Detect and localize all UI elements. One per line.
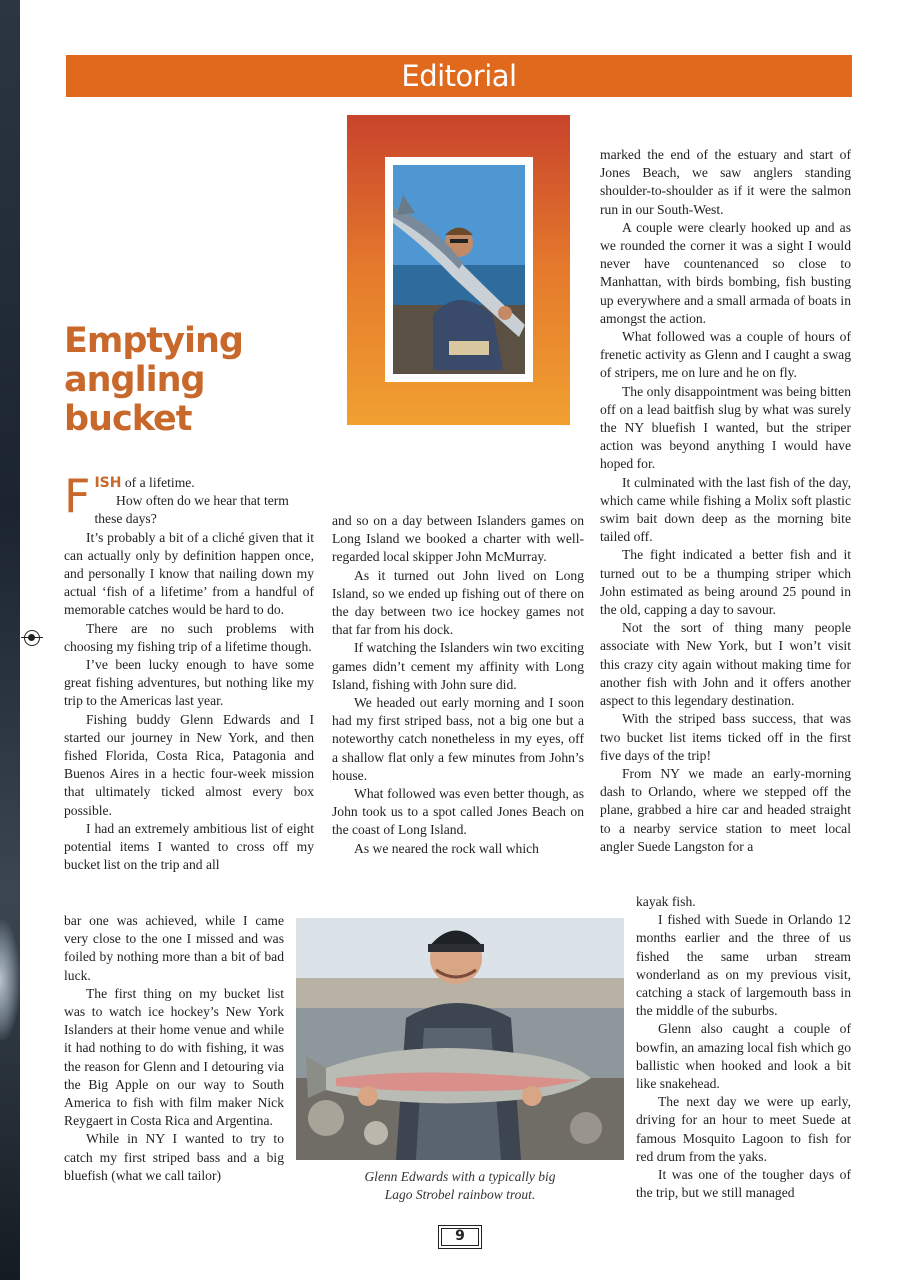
article-column-1 xyxy=(64,469,314,874)
photo-angler-with-mackerel xyxy=(347,115,570,425)
paragraph: It culminated with the last fish of the day, which came while fishing a Molix soft plastic swim bait down deep as the morning bite tailed off. xyxy=(600,474,851,545)
paragraph: The fight indicated a better fish and it turned out to be a thumping striper which John estimated as being around 25 pound in the old, capping a day to savour. xyxy=(600,547,851,618)
photo-mackerel-image xyxy=(393,165,525,374)
photo-angler-with-trout xyxy=(296,918,624,1160)
paragraph: As we neared the rock wall which xyxy=(354,840,539,856)
paragraph: We headed out early morning and I soon had my first striped bass, not a big one but a noteworthy catch nonetheless in my eyes, off a shallow flat only a few minutes from John’s house. xyxy=(332,695,584,783)
opening-word: ISH xyxy=(94,475,122,491)
paragraph: What followed was a couple of hours of frenetic activity as Glenn and I caught a swag of stripers, me on lure and he on fly. xyxy=(600,329,851,381)
paragraph: The next day we were up early, driving for an hour to meet Suede at famous Mosquito Lagoon to fish for red drum from the yaks. xyxy=(636,1094,851,1164)
paragraph: From NY we made an early-morning dash to Orlando, where we stepped off the plane, grabbed a hire car and headed straight to a nearby service station to meet local angler Suede Langston for a xyxy=(600,765,851,854)
angler-fish-illustration xyxy=(393,165,525,374)
paragraph: and so on a day between Islanders games on Long Island we booked a charter with well-regarded local skipper John McMurray. xyxy=(332,513,584,565)
paragraph: It’s probably a bit of a cliché given that it can actually only by definition happen once, and personally I know that nailing down my actual ‘fish of a lifetime’ from a handful of memorable catches would be hard to do. xyxy=(64,529,314,618)
paragraph: Glenn also caught a couple of bowfin, an amazing local fish which go ballistic when hooked and look a bit like snakehead. xyxy=(636,1021,851,1092)
paragraph: A couple were clearly hooked up and as we rounded the corner it was a sight I would never have countenanced so close to Manhattan, with birds bombing, fish busting up everywhere and a small armada of boats in amongst the action. xyxy=(600,219,851,326)
photo-caption xyxy=(330,1168,590,1204)
paragraph: There are no such problems with choosing my fishing trip of a lifetime though. xyxy=(64,620,314,654)
trout-photo-illustration xyxy=(296,918,624,1160)
paragraph: It was one of the tougher days of the trip, but we still managed xyxy=(636,1167,851,1201)
paragraph: I had an extremely ambitious list of eight potential items I wanted to cross off my bucket list on the trip and all xyxy=(64,820,314,873)
intro-question-line2: these days? xyxy=(94,511,157,527)
paragraph: kayak fish. xyxy=(636,894,696,909)
article-column-2 xyxy=(332,512,584,858)
caption-line-1: Glenn Edwards with a typically big xyxy=(364,1169,556,1184)
paragraph: Fishing buddy Glenn Edwards and I started our journey in New York, and then fished Florida, Costa Rica, Patagonia and Buenos Aires in a hectic four-week mission that ultimately ticked almost every box possible. xyxy=(64,711,314,818)
article-column-3-lower xyxy=(636,893,851,1202)
paragraph: bar one was achieved, while I came very close to the one I missed and was foiled by nothing more than a bit of bad luck. xyxy=(64,913,284,983)
caption-line-2: Lago Strobel rainbow trout. xyxy=(384,1187,536,1202)
registration-mark-icon xyxy=(24,630,40,646)
magazine-spine-edge xyxy=(0,0,20,1280)
section-title: Editorial xyxy=(401,59,517,93)
paragraph: While in NY I wanted to try to catch my first striped bass and a big bluefish (what we call tailor) xyxy=(64,1131,284,1183)
intro-line: of a lifetime. xyxy=(121,475,195,490)
spine-reflection xyxy=(0,920,20,1040)
paragraph: What followed was even better though, as John took us to a spot called Jones Beach on the coast of Long Island. xyxy=(332,786,584,838)
photo-frame xyxy=(385,157,533,382)
paragraph: marked the end of the estuary and start of Jones Beach, we saw anglers standing shoulder-to-shoulder as if it were the salmon run in our South-West. xyxy=(600,147,851,217)
section-banner xyxy=(66,55,852,97)
intro-question-line1: How often do we hear that term xyxy=(116,493,289,509)
article-column-1-lower xyxy=(64,912,284,1185)
paragraph: If watching the Islanders win two exciting games didn’t cement my affinity with Long Island, fishing with John sure did. xyxy=(332,640,584,692)
paragraph: With the striped bass success, that was two bucket list items ticked off in the first five days of the trip! xyxy=(600,711,851,763)
article-column-3 xyxy=(600,146,851,856)
paragraph: Not the sort of thing many people associate with New York, but I won’t visit this crazy city again without making time for another fish with John and it offers another aspect to this legendary destination. xyxy=(600,620,851,709)
paragraph: I’ve been lucky enough to have some great fishing adventures, but nothing like my trip to the Americas last year. xyxy=(64,657,314,709)
dropcap-letter: F xyxy=(64,469,91,523)
paragraph: The only disappointment was being bitten off on a lead baitfish slug by what was surely the NY bluefish I wanted, but the striper action was beyond anything I would have hoped for. xyxy=(600,383,851,472)
paragraph: As it turned out John lived on Long Island, so we ended up fishing out of there on the day between two ice hockey games not that far from his dock. xyxy=(332,567,584,638)
article-headline: Emptying angling bucket xyxy=(64,321,243,439)
page-number: 9 xyxy=(438,1225,482,1249)
paragraph: The first thing on my bucket list was to watch ice hockey’s New York Islanders at their home venue and while it had nothing to do with fishing, it was the reason for Glenn and I detouring via the Big Apple on our way to South America to fish with film maker Nick Reygaert in Costa Rica and Argentina. xyxy=(64,985,284,1129)
paragraph: I fished with Suede in Orlando 12 months earlier and the three of us fished the same urban stream wonderland as on my previous visit, catching a stack of largemouth bass in the middle of the suburbs. xyxy=(636,912,851,1019)
